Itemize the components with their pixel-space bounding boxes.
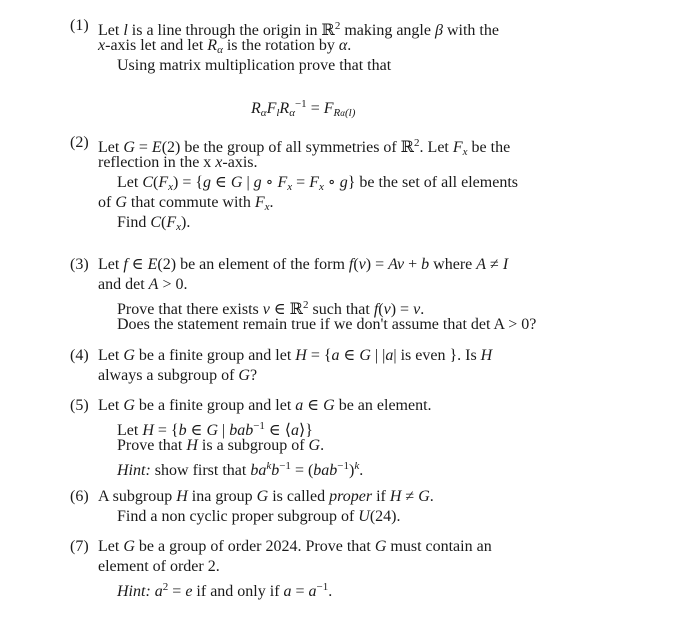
- problem-number: (6): [70, 488, 89, 505]
- problem-6-line-2: Find a non cyclic proper subgroup of U(24).: [117, 508, 401, 525]
- problem-4-line-2: always a subgroup of G?: [98, 367, 258, 384]
- problem-5-line-3: Prove that H is a subgroup of G.: [117, 437, 325, 454]
- problem-6-line-1: A subgroup H ina group G is called proper if H ≠ G.: [98, 488, 434, 505]
- problem-1-equation: $R_\alpha F_lR_\alpha^{-1} = F_R\alpha_{(l)}$: [251, 98, 356, 119]
- problem-number: (1): [70, 17, 89, 34]
- problem-7-line-2: element of order 2.: [98, 558, 220, 575]
- problem-2-line-2: reflection in the x x-axis.: [98, 154, 258, 171]
- problem-number: (4): [70, 347, 89, 364]
- problem-1-line-3: Using matrix multiplication prove that that: [117, 57, 392, 74]
- problem-number: (5): [70, 397, 89, 414]
- problem-7-line-1: Let G be a group of order 2024. Prove that G must contain an: [98, 538, 492, 555]
- problem-5-line-1: Let G be a finite group and let a ∈ G be an element.: [98, 397, 432, 414]
- problem-5-line-4: Hint: show first that $ba^kb^{-1} = (bab^{-1})^k$.: [117, 460, 364, 479]
- problem-3-line-1: Let f ∈ E(2) be an element of the form f(v) = Av + b where A ≠ I: [98, 256, 509, 273]
- problem-number: (7): [70, 538, 89, 555]
- problem-3-line-4: Does the statement remain true if we don't assume that det A > 0?: [117, 316, 537, 333]
- problem-number: (3): [70, 256, 89, 273]
- problem-7-line-3: Hint: $a^2 = e$ if and only if $a = a^{-1}$.: [117, 581, 333, 600]
- problem-3-line-2: and det A > 0.: [98, 276, 188, 293]
- problem-4-line-1: Let G be a finite group and let H = {a ∈ G | |a| is even }. Is H: [98, 347, 493, 364]
- problem-2-line-5: Find $C(F_x)$.: [117, 214, 191, 233]
- problem-1-line-1: Let l is a line through the origin in ℝ$^2$ making angle β with the: [98, 20, 499, 39]
- problem-2-line-1: Let G = E(2) be the group of all symmetries of ℝ$^2$. Let $F_x$ be the: [98, 137, 511, 158]
- problem-2-line-3: Let $C(F_x) = \{g$ ∈ G | g ∘ $F_x = F_x$ ∘ g} be the set of all elements: [117, 174, 518, 193]
- problem-number: (2): [70, 134, 89, 151]
- problem-2-line-4: of G that commute with $F_x$.: [98, 194, 274, 213]
- problem-1-line-2: x-axis let and let $R_\alpha$ is the rotation by α.: [98, 37, 352, 56]
- problem-3-line-3: Prove that there exists v ∈ ℝ$^2$ such that f(v) = v.: [117, 299, 425, 318]
- problem-5-line-2: Let H = {b ∈ G | bab$^{-1}$ ∈ ⟨a⟩}: [117, 420, 313, 439]
